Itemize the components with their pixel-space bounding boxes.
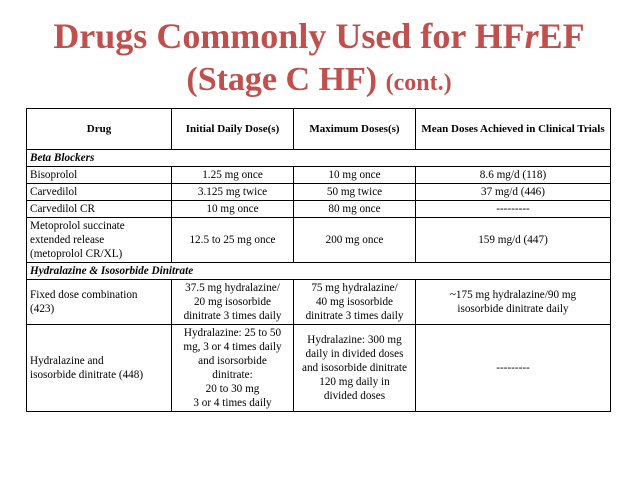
cell-line: daily in divided doses xyxy=(305,348,404,360)
header-initial-dose: Initial Daily Dose(s) xyxy=(172,109,294,150)
cell-line: and isorsorbide xyxy=(198,355,267,367)
cell-line: --------- xyxy=(496,362,530,374)
cell-line: 37 mg/d (446) xyxy=(480,186,545,198)
cell-line: 75 mg hydralazine/ xyxy=(311,282,398,294)
cell-line: dinitrate: xyxy=(212,369,253,381)
cell-line: divided doses xyxy=(323,390,386,402)
table-row xyxy=(27,325,611,412)
cell-mean-dose xyxy=(416,218,611,263)
cell-mean-dose xyxy=(416,184,611,201)
cell-line: (metoprolol CR/XL) xyxy=(30,248,123,260)
cell-maximum-dose xyxy=(294,325,416,412)
cell-line: 120 mg daily in xyxy=(319,376,390,388)
cell-initial-dose xyxy=(172,167,294,184)
cell-mean-dose xyxy=(416,325,611,412)
cell-line: Carvedilol CR xyxy=(30,203,95,215)
title-line-1-r: r xyxy=(524,16,539,56)
cell-maximum-dose xyxy=(294,167,416,184)
cell-line: extended release xyxy=(30,234,105,246)
table-row xyxy=(27,218,611,263)
cell-maximum-dose xyxy=(294,280,416,325)
cell-initial-dose xyxy=(172,218,294,263)
cell-line: 20 mg isosorbide xyxy=(193,296,272,308)
cell-line: 10 mg once xyxy=(328,169,381,181)
cell-line: 159 mg/d (447) xyxy=(478,234,548,246)
title-line-2-main: (Stage C HF) xyxy=(186,61,378,98)
title-line-2-cont: (cont.) xyxy=(385,70,452,96)
table-body xyxy=(27,150,611,412)
cell-maximum-dose xyxy=(294,201,416,218)
cell-line: 50 mg twice xyxy=(326,186,383,198)
cell-mean-dose xyxy=(416,201,611,218)
cell-line: and isosorbide dinitrate xyxy=(301,362,407,374)
cell-line: 3 or 4 times daily xyxy=(193,397,272,409)
cell-maximum-dose xyxy=(294,218,416,263)
cell-line: 20 to 30 mg xyxy=(205,383,260,395)
section-title: Beta Blockers xyxy=(27,150,611,167)
table-header-row xyxy=(27,109,611,150)
cell-initial-dose xyxy=(172,280,294,325)
cell-initial-dose xyxy=(172,325,294,412)
header-drug: Drug xyxy=(27,109,172,150)
section-header-row xyxy=(27,150,611,167)
cell-line: 40 mg isosorbide xyxy=(315,296,394,308)
cell-line: dinitrate 3 times daily xyxy=(305,310,404,322)
cell-line: Hydralazine: 300 mg xyxy=(307,334,402,346)
cell-line: Hydralazine: 25 to 50 xyxy=(183,327,282,339)
section-title: Hydralazine & Isosorbide Dinitrate xyxy=(27,263,611,280)
cell-drug xyxy=(27,218,172,263)
cell-mean-dose xyxy=(416,280,611,325)
cell-line: 1.25 mg once xyxy=(202,169,263,181)
cell-line: Bisoprolol xyxy=(30,169,78,181)
section-header-row xyxy=(27,263,611,280)
drug-table xyxy=(26,108,611,412)
cell-line: isosorbide dinitrate daily xyxy=(457,303,569,315)
header-maximum-dose: Maximum Doses(s) xyxy=(294,109,416,150)
cell-line: (423) xyxy=(30,303,55,315)
cell-line: Carvedilol xyxy=(30,186,78,198)
cell-line: 8.6 mg/d (118) xyxy=(479,169,547,181)
cell-line: 10 mg once xyxy=(206,203,259,215)
cell-initial-dose xyxy=(172,184,294,201)
cell-line: Metoprolol succinate xyxy=(30,220,125,232)
cell-line: dinitrate 3 times daily xyxy=(183,310,282,322)
cell-mean-dose xyxy=(416,167,611,184)
title-line-1 xyxy=(0,14,638,58)
cell-drug xyxy=(27,184,172,201)
cell-line: Fixed dose combination xyxy=(30,289,138,301)
cell-line: Hydralazine and xyxy=(30,355,104,367)
title-line-2 xyxy=(0,58,638,105)
cell-line: 3.125 mg twice xyxy=(197,186,268,198)
cell-line: --------- xyxy=(496,203,530,215)
cell-maximum-dose xyxy=(294,184,416,201)
header-mean-dose: Mean Doses Achieved in Clinical Trials xyxy=(416,109,611,150)
table-row xyxy=(27,184,611,201)
table-row xyxy=(27,280,611,325)
cell-initial-dose xyxy=(172,201,294,218)
table-row xyxy=(27,201,611,218)
table-row xyxy=(27,167,611,184)
cell-line: 200 mg once xyxy=(325,234,384,246)
title-line-1-prefix: Drugs Commonly Used for HF xyxy=(53,16,525,56)
cell-line: 80 mg once xyxy=(328,203,381,215)
cell-line: 37.5 mg hydralazine/ xyxy=(185,282,280,294)
cell-drug xyxy=(27,325,172,412)
cell-drug xyxy=(27,167,172,184)
cell-drug xyxy=(27,280,172,325)
title-line-1-suffix: EF xyxy=(538,16,585,56)
cell-line: isosorbide dinitrate (448) xyxy=(30,369,144,381)
slide-title xyxy=(0,14,638,105)
cell-line: mg, 3 or 4 times daily xyxy=(183,341,282,353)
cell-drug xyxy=(27,201,172,218)
cell-line: 12.5 to 25 mg once xyxy=(189,234,276,246)
cell-line: ~175 mg hydralazine/90 mg xyxy=(449,289,577,301)
